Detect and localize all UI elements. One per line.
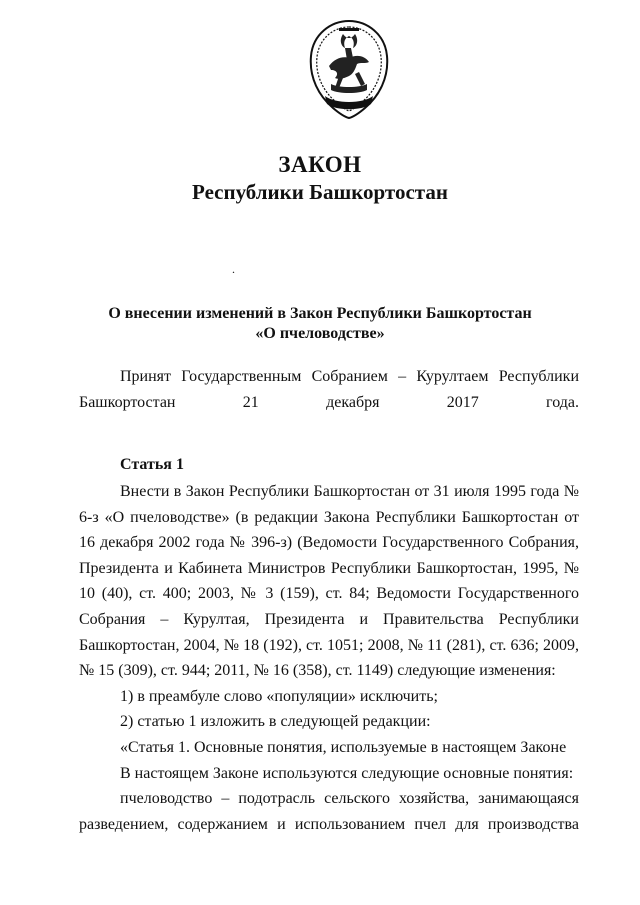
article-paragraph: пчеловодство – подотрасль сельского хозяйства, занимающаяся разведением, содержанием и использованием пчел для производства [79, 790, 579, 833]
document-title-line-2: «О пчеловодстве» [255, 325, 385, 342]
article-paragraph: Внести в Закон Республики Башкортостан от 31 июля 1995 года № 6-з «О пчеловодстве» (в редакции Закона Республики Башкортостан от 16 декабря 2002 года № 396-з) (Ведомости Государственного Собрания, Президента и Кабинета Министров Республики Башкортостан, 1995, № 10 (40), ст. 400; 2003, № 3 (159), ст. 84; Ведомости Государственного Собрания – Курултая, Президента и Правительства Республики Башкортостан, 2004, № 18 (192), ст. 1051; 2008, № 11 (281), ст. 636; 2009, № 15 (309), ст. 944; 2011, № 16 (358), ст. 1149) следующие изменения: [79, 483, 579, 680]
adoption-statement: Принят Государственным Собранием – Курултаем Республики Башкортостан 21 декабря 2017 года. [79, 368, 579, 411]
document-title [0, 304, 640, 344]
law-title: ЗАКОН [278, 152, 362, 177]
article-paragraph: В настоящем Законе используются следующие основные понятия: [120, 764, 574, 782]
document-title-line-1: О внесении изменений в Закон Республики Башкортостан [108, 305, 532, 322]
article-paragraph: 1) в преамбуле слово «популяции» исключить; [120, 687, 438, 705]
coat-of-arms-emblem [305, 18, 393, 120]
article-heading: Статья 1 [120, 456, 184, 473]
article-paragraph: «Статья 1. Основные понятия, используемые в настоящем Законе [120, 738, 567, 756]
article-body [79, 479, 579, 837]
stray-mark: . [232, 262, 235, 276]
law-subtitle: Республики Башкортостан [192, 180, 448, 204]
article-paragraph: 2) статью 1 изложить в следующей редакции: [120, 713, 431, 731]
